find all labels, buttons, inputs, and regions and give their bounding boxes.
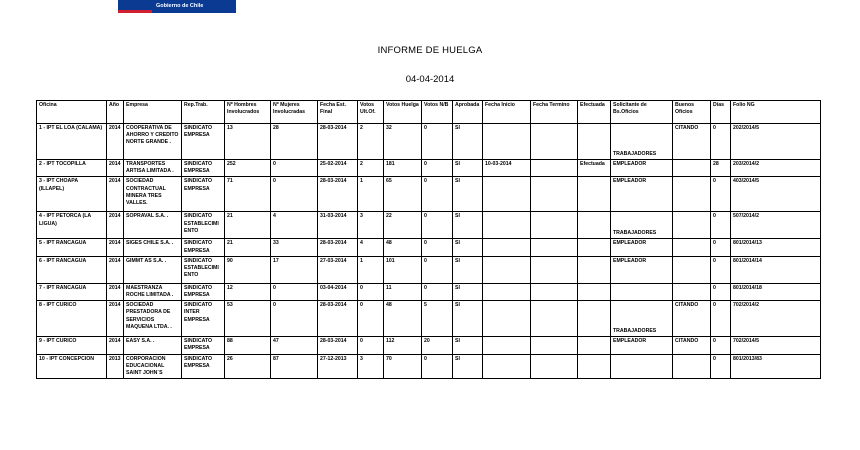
table-cell: 28-03-2014 <box>318 124 358 160</box>
table-cell: GIMMT AS S.A. . <box>124 256 182 283</box>
table-cell: 11 <box>384 283 422 300</box>
table-cell: 03-04-2014 <box>318 283 358 300</box>
table-row <box>37 124 821 160</box>
table-cell: EMPLEADOR <box>611 337 673 354</box>
table-cell: 28 <box>711 160 731 177</box>
table-cell: SINDICATO EMPRESA <box>182 124 225 160</box>
table-cell: 0 <box>711 124 731 160</box>
table-cell: 28-03-2014 <box>318 337 358 354</box>
table-cell: SINDICATO EMPRESA <box>182 239 225 256</box>
report-date: 04-04-2014 <box>405 74 455 85</box>
table-cell: SINDICATO EMPRESA <box>182 160 225 177</box>
table-cell: 0 <box>711 239 731 256</box>
table-cell: 2 - IPT TOCOPILLA <box>37 160 107 177</box>
column-header: Empresa <box>124 101 182 124</box>
table-cell: CITANDO <box>673 124 711 160</box>
table-cell: 2014 <box>107 301 124 337</box>
table-cell: 252 <box>225 160 271 177</box>
table-cell: SINDICATO EMPRESA <box>182 354 225 379</box>
table-cell: 21 <box>225 212 271 239</box>
table-cell: EASY S.A. . <box>124 337 182 354</box>
table-cell: SINDICATO EMPRESA <box>182 177 225 212</box>
table-cell: 0 <box>271 177 318 212</box>
table-cell: 202/2014/5 <box>731 124 821 160</box>
table-cell: 28-03-2014 <box>318 177 358 212</box>
table-cell: 0 <box>422 354 453 379</box>
table-cell: 48 <box>384 239 422 256</box>
table-cell <box>673 177 711 212</box>
table-cell <box>531 124 578 160</box>
table-cell: 101 <box>384 256 422 283</box>
table-cell: 0 <box>358 283 384 300</box>
table-cell: 2014 <box>107 283 124 300</box>
table-cell: 4 <box>271 212 318 239</box>
table-cell: 28 <box>271 124 318 160</box>
table-cell: EMPLEADOR <box>611 239 673 256</box>
table-cell <box>673 283 711 300</box>
table-cell: 25-02-2014 <box>318 160 358 177</box>
table-cell: TRABAJADORES <box>611 212 673 239</box>
table-cell <box>578 354 611 379</box>
table-cell: 3 <box>358 354 384 379</box>
table-cell: SI <box>453 239 483 256</box>
table-cell: 3 - IPT CHOAPA (ILLAPEL) <box>37 177 107 212</box>
table-cell: 507/2014/2 <box>731 212 821 239</box>
table-cell <box>531 283 578 300</box>
table-cell: 0 <box>422 239 453 256</box>
table-cell: 0 <box>271 283 318 300</box>
table-cell: SI <box>453 160 483 177</box>
table-cell: SI <box>453 177 483 212</box>
table-cell: TRANSPORTES ARTISA LIMITADA . <box>124 160 182 177</box>
table-cell: SOCIEDAD PRESTADORA DE SERVICIOS MAQUENA LTDA. . <box>124 301 182 337</box>
table-cell: 33 <box>271 239 318 256</box>
table-cell: 112 <box>384 337 422 354</box>
table-cell: 203/2014/2 <box>731 160 821 177</box>
table-cell <box>578 256 611 283</box>
table-row <box>37 283 821 300</box>
table-cell: SI <box>453 256 483 283</box>
table-cell: SI <box>453 212 483 239</box>
table-cell: SI <box>453 354 483 379</box>
table-cell: 0 <box>422 177 453 212</box>
table-cell: 702/2014/5 <box>731 337 821 354</box>
table-cell <box>673 239 711 256</box>
table-cell: 1 <box>358 256 384 283</box>
table-cell: 28-03-2014 <box>318 239 358 256</box>
table-cell <box>531 177 578 212</box>
table-cell: 53 <box>225 301 271 337</box>
table-cell: 27-12-2013 <box>318 354 358 379</box>
table-cell: 88 <box>225 337 271 354</box>
table-cell: SINDICATO ESTABLECIMIENTO <box>182 212 225 239</box>
table-cell: 2014 <box>107 239 124 256</box>
table-cell <box>578 177 611 212</box>
table-cell: 0 <box>271 160 318 177</box>
table-row <box>37 301 821 337</box>
table-cell: CORPORACION EDUCACIONAL SAINT JOHN`S <box>124 354 182 379</box>
table-cell: TRABAJADORES <box>611 301 673 337</box>
table-cell: 0 <box>422 212 453 239</box>
table-cell: 5 <box>422 301 453 337</box>
table-cell: Efectuada <box>578 160 611 177</box>
table-cell: 0 <box>422 283 453 300</box>
table-cell <box>483 283 531 300</box>
table-cell: 32 <box>384 124 422 160</box>
table-cell: 4 <box>358 239 384 256</box>
table-cell <box>673 212 711 239</box>
table-cell: 21 <box>225 239 271 256</box>
table-cell: 801/2014/18 <box>731 283 821 300</box>
table-cell: 0 <box>358 301 384 337</box>
logo-red-stripe <box>118 10 152 13</box>
table-cell: 0 <box>711 256 731 283</box>
table-cell: 0 <box>422 256 453 283</box>
table-cell <box>531 301 578 337</box>
table-cell: 9 - IPT CURICO <box>37 337 107 354</box>
table-cell: EMPLEADOR <box>611 177 673 212</box>
table-cell: 4 - IPT PETORCA (LA LIGUA) <box>37 212 107 239</box>
table-cell: 801/2014/13 <box>731 239 821 256</box>
gobierno-logo <box>118 0 236 13</box>
table-cell: 70 <box>384 354 422 379</box>
table-cell: CITANDO <box>673 301 711 337</box>
strike-report-table <box>36 100 821 379</box>
table-cell <box>578 124 611 160</box>
table-cell <box>611 354 673 379</box>
column-header: Fecha Est. Final <box>318 101 358 124</box>
table-header-row <box>37 101 821 124</box>
table-cell: 6 - IPT RANCAGUA <box>37 256 107 283</box>
table-cell: 801/2014/14 <box>731 256 821 283</box>
table-cell <box>578 239 611 256</box>
table-row <box>37 354 821 379</box>
table-cell <box>578 301 611 337</box>
table-cell: 0 <box>422 124 453 160</box>
table-cell: SINDICATO EMPRESA <box>182 283 225 300</box>
table-cell: 2014 <box>107 337 124 354</box>
table-cell <box>531 256 578 283</box>
table-cell <box>483 354 531 379</box>
table-row <box>37 256 821 283</box>
table-cell <box>531 212 578 239</box>
table-cell: 0 <box>422 160 453 177</box>
table-cell <box>531 337 578 354</box>
table-cell: SIGES CHILE S.A. . <box>124 239 182 256</box>
table-cell <box>578 212 611 239</box>
column-header: Folio NG <box>731 101 821 124</box>
table-cell: 47 <box>271 337 318 354</box>
table-cell: SINDICATO ESTABLECIMIENTO <box>182 256 225 283</box>
table-cell: EMPLEADOR <box>611 160 673 177</box>
table-cell: SI <box>453 337 483 354</box>
column-header: Buenos Oficios <box>673 101 711 124</box>
table-cell: 7 - IPT RANCAGUA <box>37 283 107 300</box>
table-cell: EMPLEADOR <box>611 256 673 283</box>
table-cell: 0 <box>711 354 731 379</box>
table-cell <box>531 354 578 379</box>
table-cell: 0 <box>711 337 731 354</box>
column-header: Fecha Termino <box>531 101 578 124</box>
column-header: Efectuada <box>578 101 611 124</box>
table-row <box>37 177 821 212</box>
table-cell: 181 <box>384 160 422 177</box>
table-cell <box>483 212 531 239</box>
table-cell <box>483 337 531 354</box>
table-cell: 2014 <box>107 177 124 212</box>
table-cell: 5 - IPT RANCAGUA <box>37 239 107 256</box>
table-cell: 0 <box>711 283 731 300</box>
table-cell: 28-03-2014 <box>318 301 358 337</box>
table-row <box>37 239 821 256</box>
table-cell: COOPERATIVA DE AHORRO Y CREDITO NORTE GRANDE . <box>124 124 182 160</box>
column-header: Fecha Inicio <box>483 101 531 124</box>
table-cell: SI <box>453 124 483 160</box>
table-cell: 2014 <box>107 212 124 239</box>
table-cell: SI <box>453 301 483 337</box>
table-cell: 31-03-2014 <box>318 212 358 239</box>
table-cell: 0 <box>711 301 731 337</box>
column-header: Solicitante de Bs.Oficios <box>611 101 673 124</box>
table-cell: 1 - IPT EL LOA (CALAMA) <box>37 124 107 160</box>
table-cell: 8 - IPT CURICO <box>37 301 107 337</box>
table-cell: 0 <box>271 301 318 337</box>
table-cell <box>483 124 531 160</box>
table-cell: 403/2014/5 <box>731 177 821 212</box>
table-cell: 20 <box>422 337 453 354</box>
table-cell: 2014 <box>107 124 124 160</box>
table-cell: SINDICATO INTER EMPRESA <box>182 301 225 337</box>
table-cell <box>483 301 531 337</box>
table-cell <box>673 160 711 177</box>
table-cell <box>611 283 673 300</box>
table-cell: 65 <box>384 177 422 212</box>
table-cell <box>578 337 611 354</box>
column-header: Rep.Trab. <box>182 101 225 124</box>
table-cell <box>673 354 711 379</box>
logo-text: Gobierno de Chile <box>156 3 204 9</box>
table-cell: 2014 <box>107 256 124 283</box>
table-cell: 801/2013/83 <box>731 354 821 379</box>
column-header: Votos Ult.Of. <box>358 101 384 124</box>
table-cell: 3 <box>358 212 384 239</box>
table-cell: 90 <box>225 256 271 283</box>
table-cell: 1 <box>358 177 384 212</box>
column-header: Votos N/B <box>422 101 453 124</box>
table-cell: 12 <box>225 283 271 300</box>
column-header: Año <box>107 101 124 124</box>
table-cell: 10-03-2014 <box>483 160 531 177</box>
table-cell <box>483 256 531 283</box>
table-cell: 87 <box>271 354 318 379</box>
table-cell: MAESTRANZA ROCHE LIMITADA . <box>124 283 182 300</box>
table-cell: 2 <box>358 160 384 177</box>
table-cell <box>578 283 611 300</box>
table-cell: 0 <box>358 337 384 354</box>
table-cell: 702/2014/2 <box>731 301 821 337</box>
table-row <box>37 212 821 239</box>
table-cell: SI <box>453 283 483 300</box>
table-cell: CITANDO <box>673 337 711 354</box>
table-cell: SOCIEDAD CONTRACTUAL MINERA TRES VALLES. <box>124 177 182 212</box>
table-cell <box>531 239 578 256</box>
table-cell: 48 <box>384 301 422 337</box>
column-header: Votos Huelga <box>384 101 422 124</box>
column-header: Días <box>711 101 731 124</box>
table-cell: 2014 <box>107 160 124 177</box>
table-cell <box>483 177 531 212</box>
table-cell <box>531 160 578 177</box>
report-title: INFORME DE HUELGA <box>377 45 483 56</box>
column-header: Aprobada <box>453 101 483 124</box>
table-cell: 22 <box>384 212 422 239</box>
column-header: Oficina <box>37 101 107 124</box>
table-cell: 0 <box>711 177 731 212</box>
table-cell: 26 <box>225 354 271 379</box>
column-header: Nº Hombres Involucrados <box>225 101 271 124</box>
table-cell: SOPRAVAL S.A. . <box>124 212 182 239</box>
table-cell: SINDICATO EMPRESA <box>182 337 225 354</box>
column-header: Nº Mujeres Involucradas <box>271 101 318 124</box>
table-cell: 27-03-2014 <box>318 256 358 283</box>
table-cell: 17 <box>271 256 318 283</box>
table-cell <box>483 239 531 256</box>
table-row <box>37 160 821 177</box>
table-cell: 0 <box>711 212 731 239</box>
table-cell: 71 <box>225 177 271 212</box>
table-cell: 10 - IPT CONCEPCION <box>37 354 107 379</box>
table-cell: 2 <box>358 124 384 160</box>
table-cell: TRABAJADORES <box>611 124 673 160</box>
table-cell: 2013 <box>107 354 124 379</box>
table-cell <box>673 256 711 283</box>
table-row <box>37 337 821 354</box>
table-cell: 13 <box>225 124 271 160</box>
